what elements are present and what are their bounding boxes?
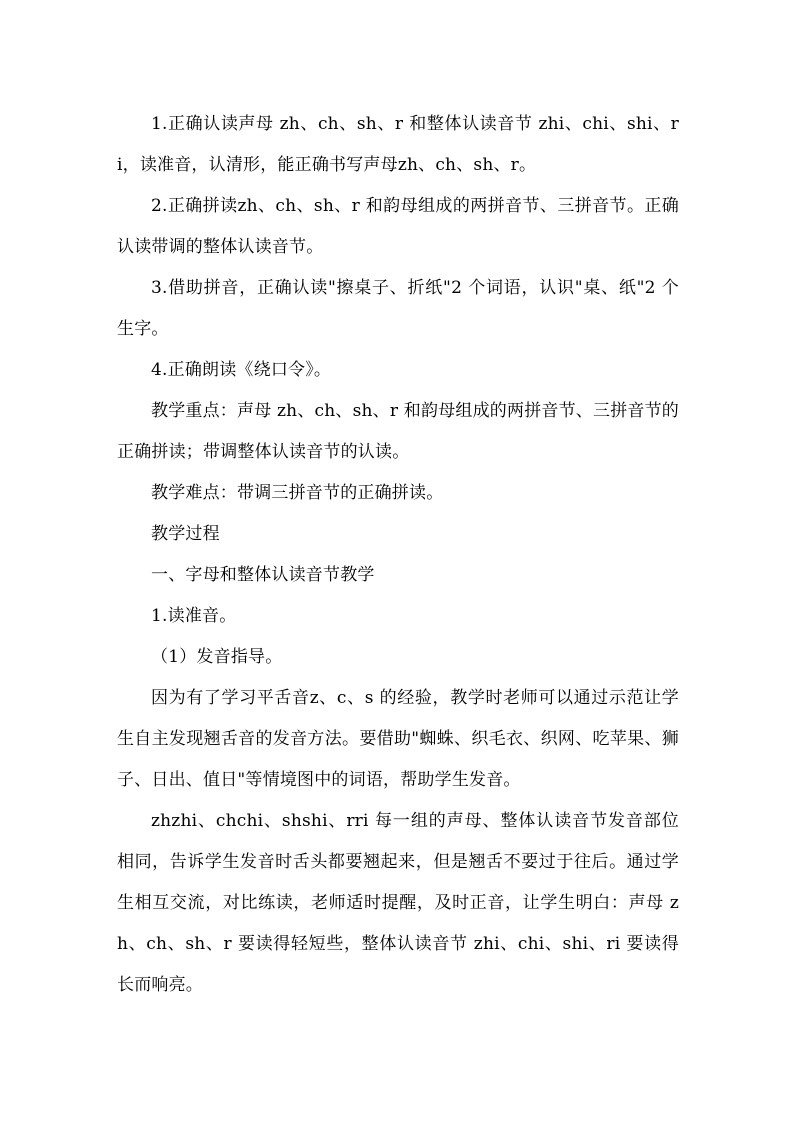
pronunciation-method-paragraph: 因为有了学习平舌音z、c、s 的经验，教学时老师可以通过示范让学生自主发现翘舌音的发音方法。要借助"蜘蛛、织毛衣、织网、吃苹果、狮子、日出、值日"等情境图中的词语，帮助学生发音。 (117, 688, 679, 790)
teaching-focus-paragraph: 教学重点：声母 zh、ch、sh、r 和韵母组成的两拼音节、三拼音节的正确拼读；带调整体认读音节的认读。 (117, 401, 679, 462)
section-heading: 一、字母和整体认读音节教学 (151, 565, 375, 585)
subsection-heading: 1.读准音。 (151, 606, 237, 626)
pronunciation-guidance-heading: （1）发音指导。 (151, 647, 283, 667)
objective-1-paragraph: 1.正确认读声母 zh、ch、sh、r 和整体认读音节 zhi、chi、shi、ri，读准音，认清形，能正确书写声母zh、ch、sh、r。 (117, 114, 679, 175)
objective-3-paragraph: 3.借助拼音，正确认读"擦桌子、折纸"2 个词语，认识"桌、纸"2 个生字。 (117, 278, 679, 339)
objective-4-paragraph: 4.正确朗读《绕口令》。 (151, 360, 332, 380)
retroflex-practice-paragraph: zhzhi、chchi、shshi、rri 每一组的声母、整体认读音节发音部位相同，告诉学生发音时舌头都要翘起来，但是翘舌不要过于往后。通过学生相互交流，对比练读，老师适时提醒，及时正音，让学生明白：声母 zh、ch、sh、r 要读得轻短些，整体认读音节 zhi、chi、shi、ri 要读得长而响亮。 (117, 811, 679, 995)
objective-2-paragraph: 2.正确拼读zh、ch、sh、r 和韵母组成的两拼音节、三拼音节。正确认读带调的整体认读音节。 (117, 196, 679, 257)
teaching-process-heading: 教学过程 (151, 524, 220, 544)
document-body (117, 104, 679, 1006)
teaching-difficulty-paragraph: 教学难点：带调三拼音节的正确拼读。 (151, 483, 444, 503)
